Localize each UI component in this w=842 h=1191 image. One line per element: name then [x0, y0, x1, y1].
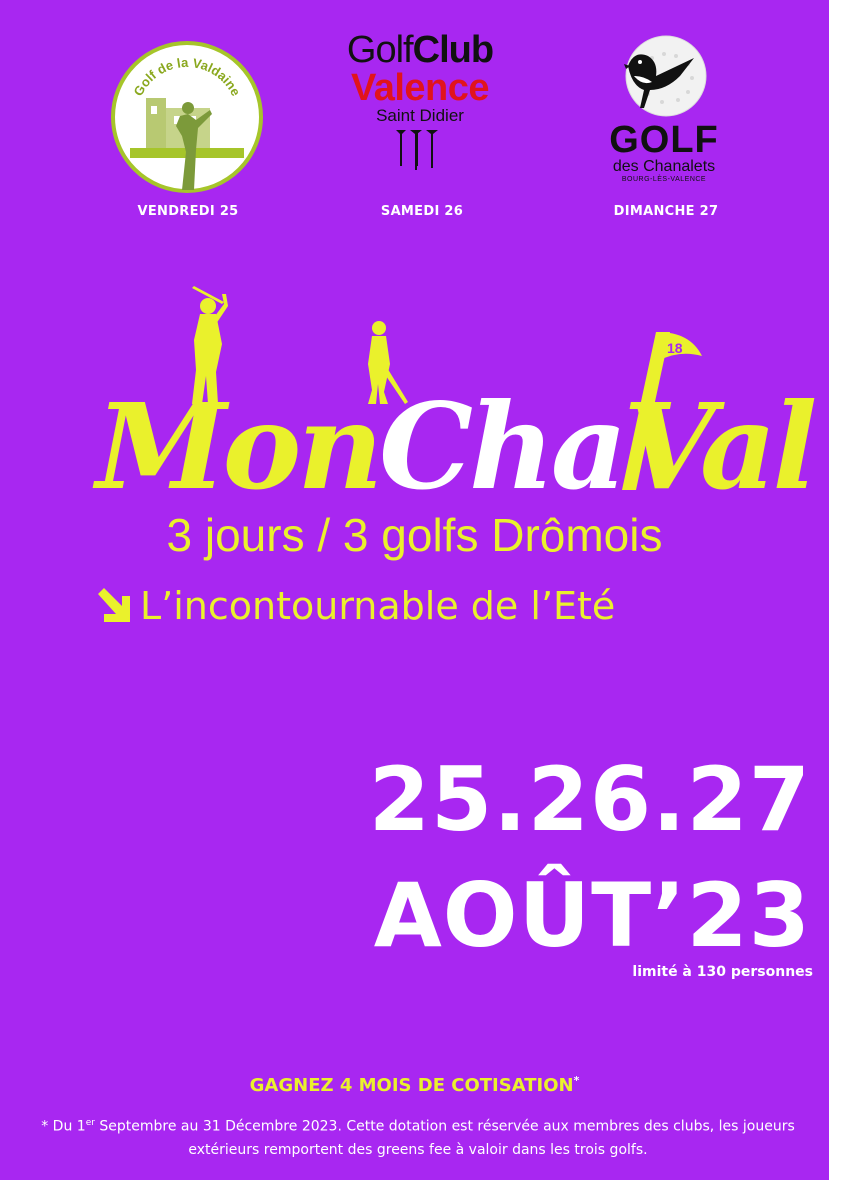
- event-dates: [369, 742, 811, 974]
- valdaine-emblem-icon: [110, 40, 264, 194]
- prize-headline: [0, 1074, 829, 1096]
- footnote-ordinal: er: [85, 1118, 95, 1128]
- flag-number: 18: [667, 340, 683, 356]
- title-cha: Cha: [379, 377, 624, 516]
- tagline: [94, 584, 754, 628]
- participant-limit: limité à 130 personnes: [632, 964, 813, 980]
- footnote-start: * Du 1: [41, 1118, 86, 1135]
- title-mon: Mon: [96, 377, 380, 516]
- title-val: Val: [623, 377, 814, 516]
- valdaine-logo: [110, 40, 264, 194]
- prize-asterisk: *: [573, 1074, 580, 1087]
- prize-text: GAGNEZ 4 MOIS DE COTISATION: [249, 1075, 574, 1096]
- gcv-golf: Golf: [346, 29, 413, 71]
- golfclub-valence-logo: [330, 30, 510, 190]
- chanalets-golf: GOLF: [609, 119, 719, 161]
- subtitle: 3 jours / 3 golfs Drômois: [166, 509, 663, 561]
- gcv-line1: [330, 30, 510, 70]
- dates-month-year: AOÛT’23: [373, 864, 811, 967]
- monchaval-title: [90, 280, 814, 516]
- chanalets-location: BOURG-LÈS-VALENCE: [621, 176, 707, 183]
- day-label-friday: VENDREDI 25: [137, 204, 239, 219]
- gcv-valence: Valence: [350, 67, 490, 109]
- day-label-sunday: DIMANCHE 27: [613, 204, 719, 219]
- chanalets-name: des Chanalets: [612, 158, 716, 175]
- monchaval-word: [92, 377, 814, 516]
- gcv-club: Club: [412, 29, 494, 71]
- tagline-text: L’incontournable de l’Eté: [140, 584, 616, 628]
- chanalets-logo: [594, 36, 734, 186]
- arrow-down-right-icon: [94, 586, 134, 626]
- magpie-golfball-icon: [604, 36, 724, 118]
- footnote: [28, 1112, 808, 1162]
- day-label-saturday: SAMEDI 26: [380, 204, 464, 219]
- footnote-rest: Septembre au 31 Décembre 2023. Cette dotation est réservée aux membres des clubs, les joueurs extérieurs remportent des greens fee à valoir dans les trois golfs.: [94, 1118, 795, 1158]
- golf-tees-icon: [390, 126, 450, 170]
- dates-days: 25.26.27: [368, 748, 811, 851]
- gcv-saint-didier: Saint Didier: [376, 106, 464, 125]
- valdaine-name: Golf de la Valdaine: [130, 54, 244, 99]
